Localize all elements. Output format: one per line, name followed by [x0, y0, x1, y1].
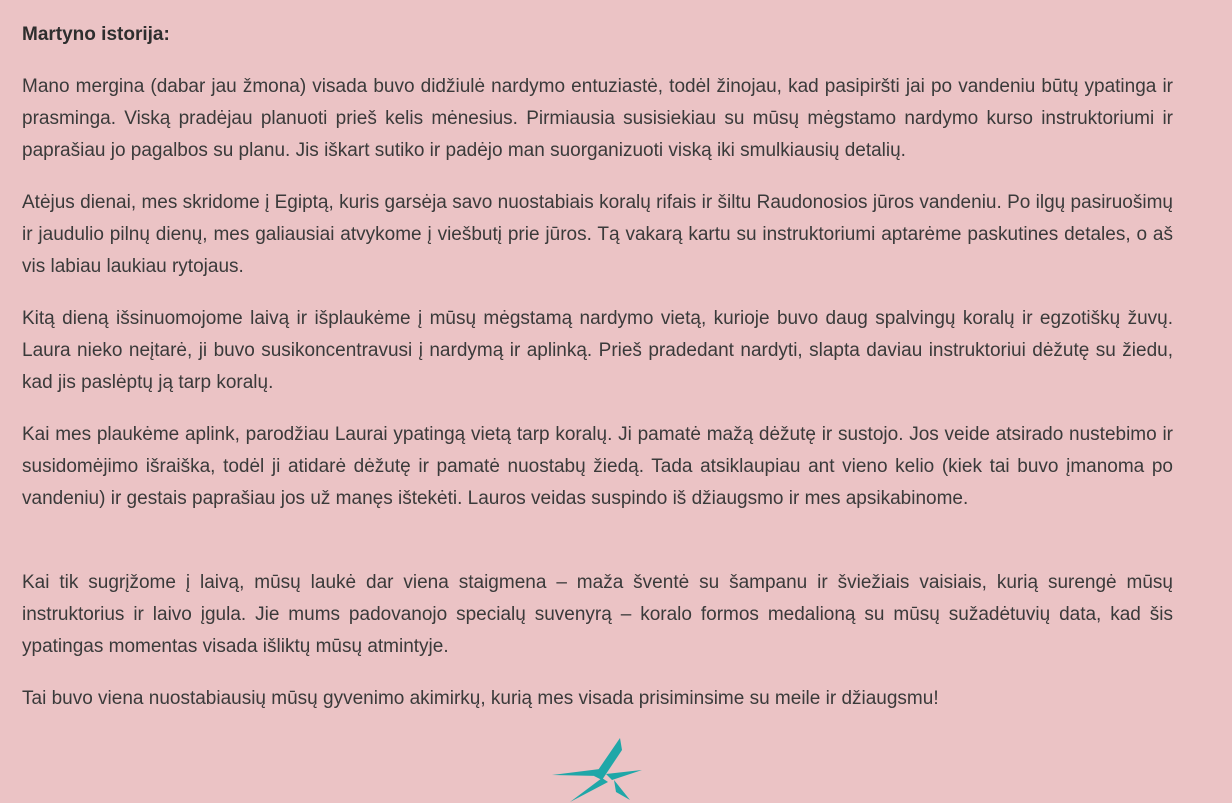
story-paragraph: Tai buvo viena nuostabiausių mūsų gyvenimo akimirkų, kurią mes visada prisiminsime su meile ir džiaugsmu!: [22, 688, 939, 709]
story-paragraph: Mano mergina (dabar jau žmona) visada buvo didžiulė nardymo entuziastė, todėl žinojau, kad pasipiršti jai po vandeniu būtų ypatinga ir prasminga. Viską pradėjau planuoti prieš kelis mėnesius. Pirmiausia susisiekiau su mūsų mėgstamo nardymo kurso instruktoriumi ir paprašiau jo pagalbos su planu. Jis iškart sutiko ir padėjo man suorganizuoti viską iki smulkiausių detalių.: [22, 76, 1173, 161]
story-paragraph: Kai tik sugrįžome į laivą, mūsų laukė dar viena staigmena – maža šventė su šampanu ir šviežiais vaisiais, kurią surengė mūsų instruktorius ir laivo įgula. Jie mums padovanojo specialų suvenyrą – koralo formos medalioną su mūsų sužadėtuvių data, kad šis ypatingas momentas visada išliktų mūsų atmintyje.: [22, 572, 1173, 657]
story-paragraph: Kitą dieną išsinuomojome laivą ir išplaukėme į mūsų mėgstamą nardymo vietą, kurioje buvo daug spalvingų koralų ir egzotiškų žuvų. Laura nieko neįtarė, ji buvo susikoncentravusi į nardymą ir aplinką. Prieš pradedant nardyti, slapta daviau instruktoriui dėžutę su žiedu, kad jis paslėptų ją tarp koralų.: [22, 308, 1173, 393]
story-paragraph: Kai mes plaukėme aplink, parodžiau Laurai ypatingą vietą tarp koralų. Ji pamatė mažą dėžutę ir sustojo. Jos veide atsirado nustebimo ir susidomėjimo išraiška, todėl ji atidarė dėžutę ir pamatė nuostabų žiedą. Tada atsiklaupiau ant vieno kelio (kiek tai buvo įmanoma po vandeniu) ir gestais paprašiau jos už manęs ištekėti. Lauros veidas suspindo iš džiaugsmo ir mes apsikabinome.: [22, 424, 1173, 509]
story-paragraph: Atėjus dienai, mes skridome į Egiptą, kuris garsėja savo nuostabiais koralų rifais ir šiltu Raudonosios jūros vandeniu. Po ilgų pasiruošimų ir jaudulio pilnų dienų, mes galiausiai atvykome į viešbutį prie jūros. Tą vakarą kartu su instruktoriumi aptarėme paskutines detales, o aš vis labiau laukiau rytojaus.: [22, 192, 1173, 277]
story-heading: Martyno istorija:: [22, 24, 170, 45]
star-logo-icon: [550, 736, 644, 803]
